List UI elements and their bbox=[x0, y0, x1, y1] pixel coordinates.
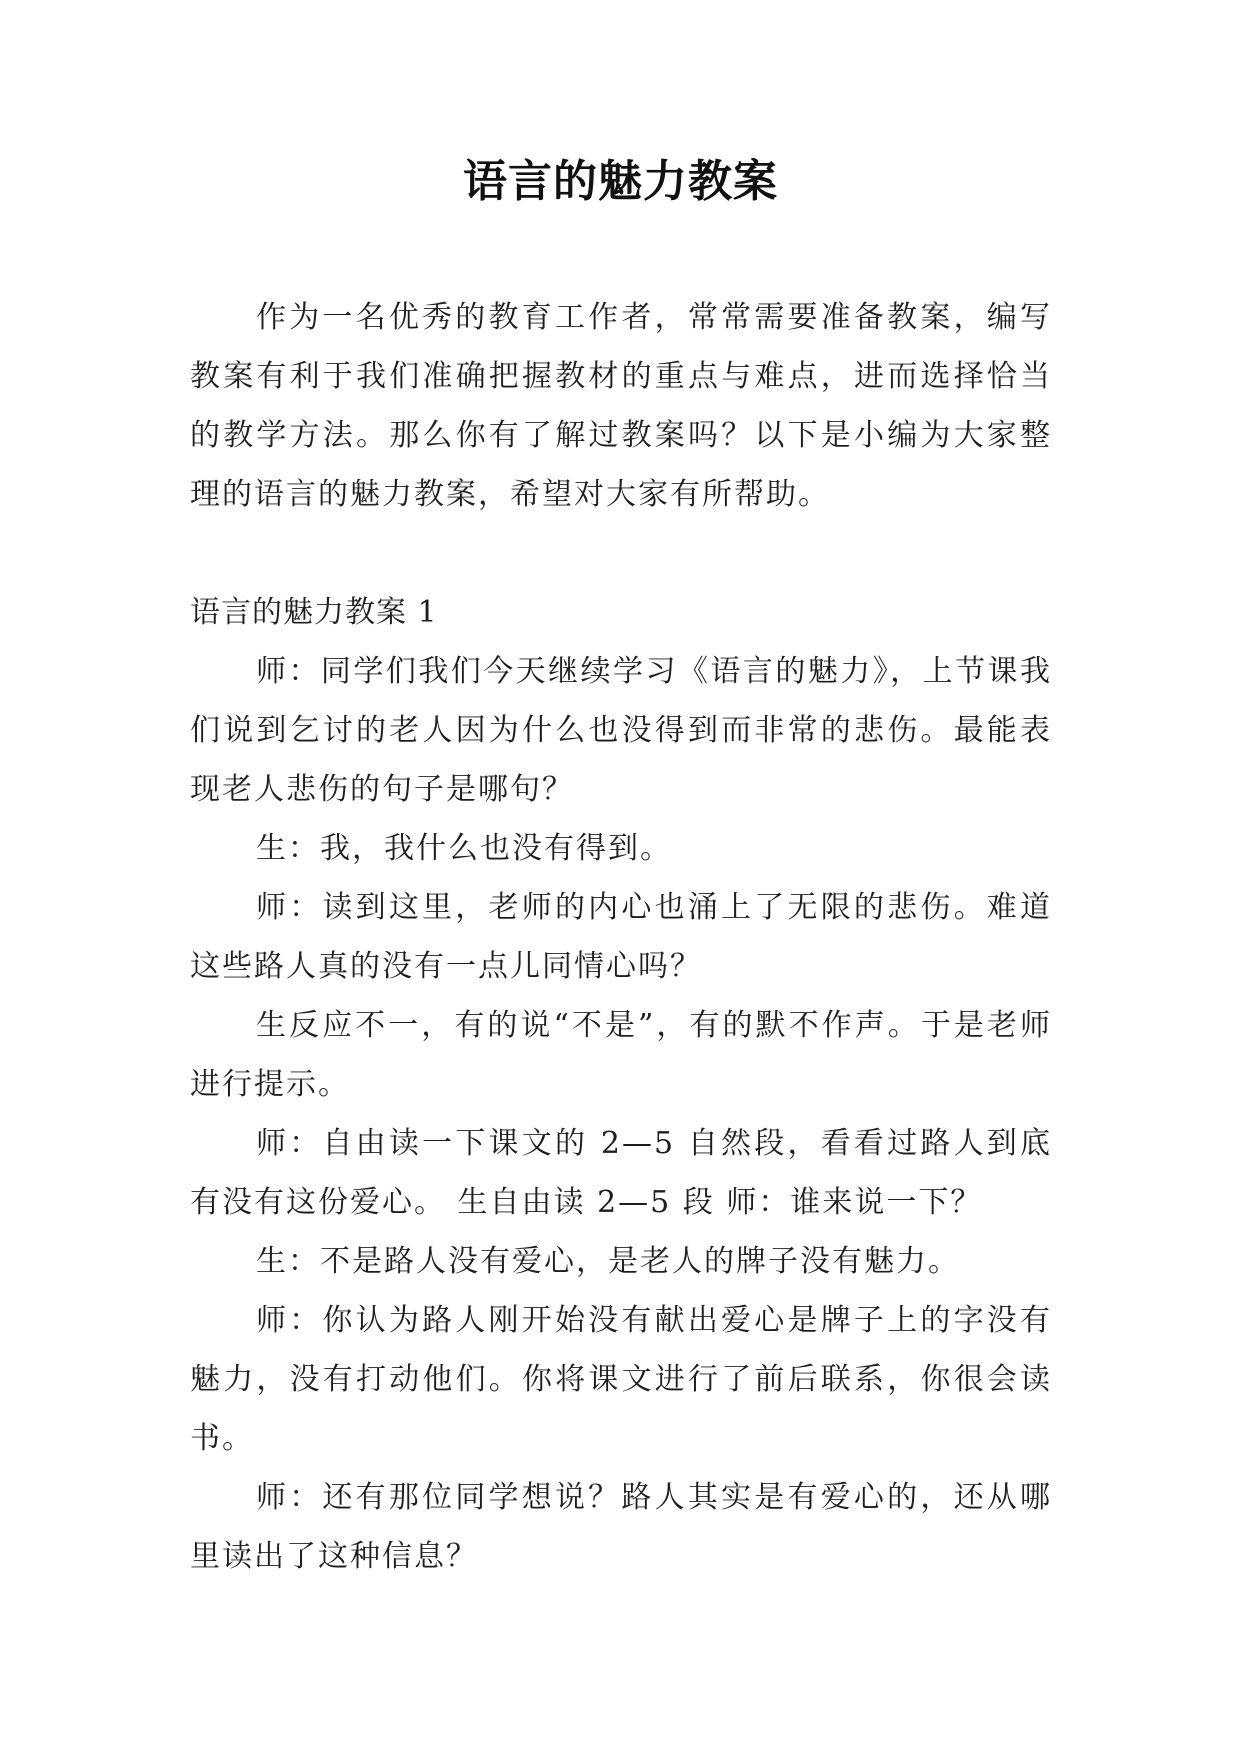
section-heading: 语言的魅力教案 1 bbox=[190, 595, 438, 630]
dialogue-paragraph: 师：你认为路人刚开始没有献出爱心是牌子上的字没有魅力，没有打动他们。你将课文进行了前后联系，你很会读书。 bbox=[190, 1303, 1052, 1456]
dialogue-paragraph: 师：还有那位同学想说？路人其实是有爱心的，还从哪里读出了这种信息？ bbox=[190, 1480, 1052, 1574]
dialogue-paragraph: 生：不是路人没有爱心，是老人的牌子没有魅力。 bbox=[256, 1244, 960, 1279]
document-title: 语言的魅力教案 bbox=[463, 156, 778, 207]
intro-paragraph: 作为一名优秀的教育工作者，常常需要准备教案，编写教案有利于我们准确把握教材的重点与难点，进而选择恰当的教学方法。那么你有了解过教案吗？以下是小编为大家整理的语言的魅力教案，希望对大家有所帮助。 bbox=[190, 300, 1052, 512]
dialogue-paragraph: 师：自由读一下课文的 2—5 自然段，看看过路人到底有没有这份爱心。 生自由读 2—5 段 师：谁来说一下？ bbox=[190, 1126, 1052, 1220]
document-body bbox=[190, 288, 1052, 1586]
dialogue-paragraph: 生：我，我什么也没有得到。 bbox=[256, 831, 672, 866]
dialogue-paragraph: 生反应不一，有的说“不是”，有的默不作声。于是老师进行提示。 bbox=[190, 1008, 1052, 1102]
dialogue-paragraph: 师：同学们我们今天继续学习《语言的魅力》，上节课我们说到乞讨的老人因为什么也没得到而非常的悲伤。最能表现老人悲伤的句子是哪句？ bbox=[190, 654, 1052, 807]
dialogue-paragraph: 师：读到这里，老师的内心也涌上了无限的悲伤。难道这些路人真的没有一点儿同情心吗？ bbox=[190, 890, 1052, 984]
